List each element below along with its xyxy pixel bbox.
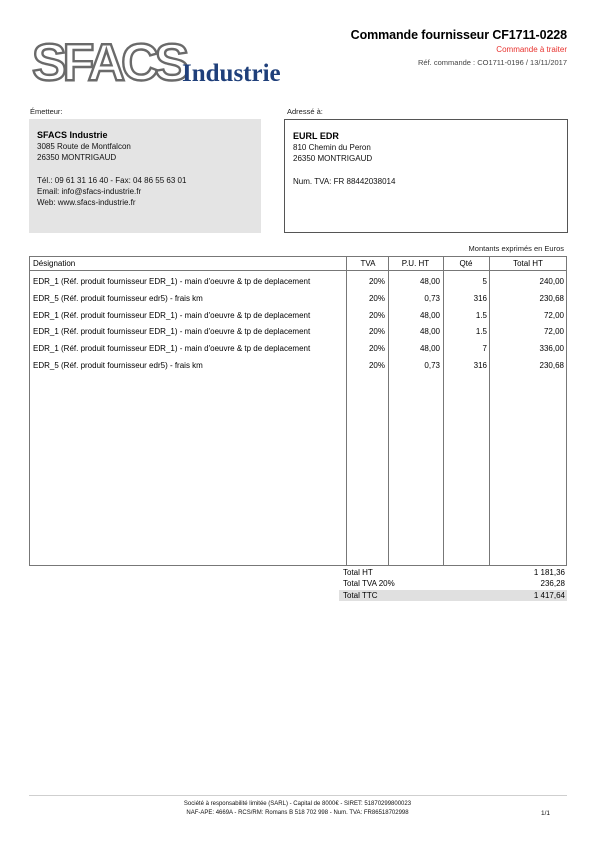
total-ttc-row: [339, 590, 567, 601]
sender-address-2: 26350 MONTRIGAUD: [37, 153, 117, 162]
sender-web: Web: www.sfacs-industrie.fr: [37, 198, 136, 207]
company-logo: [30, 32, 320, 90]
recipient-address-1: 810 Chemin du Peron: [293, 143, 371, 152]
cell-unit-price: 48,00: [419, 311, 440, 320]
sender-email: Email: info@sfacs-industrie.fr: [37, 187, 142, 196]
cell-total: 72,00: [543, 311, 564, 320]
recipient-name: EURL EDR: [293, 131, 339, 141]
recipient-address-2: 26350 MONTRIGAUD: [293, 154, 373, 163]
recipient-box: [284, 119, 568, 233]
total-ttc-label: Total TTC: [343, 591, 378, 600]
cell-total: 336,00: [539, 344, 564, 353]
document-title: Commande fournisseur CF1711-0228: [350, 28, 567, 42]
order-reference: Réf. commande : CO1711-0196 / 13/11/2017: [418, 58, 567, 67]
cell-designation: EDR_5 (Réf. produit fournisseur edr5) - frais km: [33, 294, 203, 303]
sender-phone: Tél.: 09 61 31 16 40 - Fax: 04 86 55 63 01: [37, 176, 187, 185]
cell-tva: 20%: [368, 327, 385, 336]
cell-quantity: 1.5: [475, 311, 487, 320]
header-total: Total HT: [513, 259, 543, 268]
cell-designation: EDR_1 (Réf. produit fournisseur EDR_1) - main d'oeuvre & tp de deplacement: [33, 344, 311, 353]
cell-total: 230,68: [539, 361, 564, 370]
cell-tva: 20%: [368, 294, 385, 303]
cell-quantity: 316: [473, 361, 487, 370]
cell-quantity: 1.5: [475, 327, 487, 336]
header-designation: Désignation: [33, 259, 76, 268]
cell-tva: 20%: [368, 344, 385, 353]
cell-designation: EDR_5 (Réf. produit fournisseur edr5) - frais km: [33, 361, 203, 370]
total-ht-value: 1 181,36: [533, 568, 565, 577]
cell-total: 230,68: [539, 294, 564, 303]
cell-designation: EDR_1 (Réf. produit fournisseur EDR_1) - main d'oeuvre & tp de deplacement: [33, 311, 311, 320]
footer-divider: [29, 795, 567, 796]
column-divider: [443, 256, 444, 566]
column-divider: [388, 256, 389, 566]
sender-box: [29, 119, 261, 233]
recipient-vat: Num. TVA: FR 88442038014: [293, 177, 396, 186]
column-divider: [346, 256, 347, 566]
cell-designation: EDR_1 (Réf. produit fournisseur EDR_1) - main d'oeuvre & tp de deplacement: [33, 277, 311, 286]
sfacs-logo-graphic: [30, 32, 320, 90]
total-tva-value: 236,28: [540, 579, 565, 588]
sender-address-1: 3085 Route de Montfalcon: [37, 142, 131, 151]
cell-quantity: 7: [482, 344, 487, 353]
logo-subtitle-text: Industrie: [182, 60, 281, 87]
header-unit-price: P.U. HT: [401, 259, 430, 268]
cell-unit-price: 48,00: [419, 344, 440, 353]
total-ht-row: [339, 567, 567, 578]
order-status: Commande à traiter: [496, 45, 567, 54]
cell-unit-price: 0,73: [424, 294, 440, 303]
total-tva-label: Total TVA 20%: [343, 579, 395, 588]
sender-label: Émetteur:: [30, 107, 63, 116]
cell-designation: EDR_1 (Réf. produit fournisseur EDR_1) - main d'oeuvre & tp de deplacement: [33, 327, 311, 336]
cell-unit-price: 0,73: [424, 361, 440, 370]
footer-legal-line-1: Société à responsabilité limitée (SARL) - Capital de 8000€ - SIRET: 51870299800023: [183, 801, 412, 807]
cell-tva: 20%: [368, 361, 385, 370]
header-quantity: Qté: [459, 259, 473, 268]
total-ht-label: Total HT: [343, 568, 373, 577]
page-number: 1/1: [540, 810, 550, 817]
recipient-label: Adressé à:: [287, 107, 323, 116]
sender-name: SFACS Industrie: [37, 130, 108, 140]
total-tva-row: [339, 578, 567, 589]
cell-total: 240,00: [539, 277, 564, 286]
logo-mark-text: SFACS: [32, 34, 186, 90]
cell-unit-price: 48,00: [419, 327, 440, 336]
cell-quantity: 316: [473, 294, 487, 303]
cell-unit-price: 48,00: [419, 277, 440, 286]
cell-quantity: 5: [482, 277, 487, 286]
column-divider: [489, 256, 490, 566]
footer-legal-line-2: NAF-APE: 4669A - RCS/RM: Romans B 518 702 998 - Num. TVA: FR86518702998: [186, 810, 409, 816]
cell-tva: 20%: [368, 277, 385, 286]
cell-tva: 20%: [368, 311, 385, 320]
total-ttc-value: 1 417,64: [533, 591, 565, 600]
currency-note: Montants exprimés en Euros: [468, 244, 564, 253]
header-tva: TVA: [360, 259, 376, 268]
cell-total: 72,00: [543, 327, 564, 336]
